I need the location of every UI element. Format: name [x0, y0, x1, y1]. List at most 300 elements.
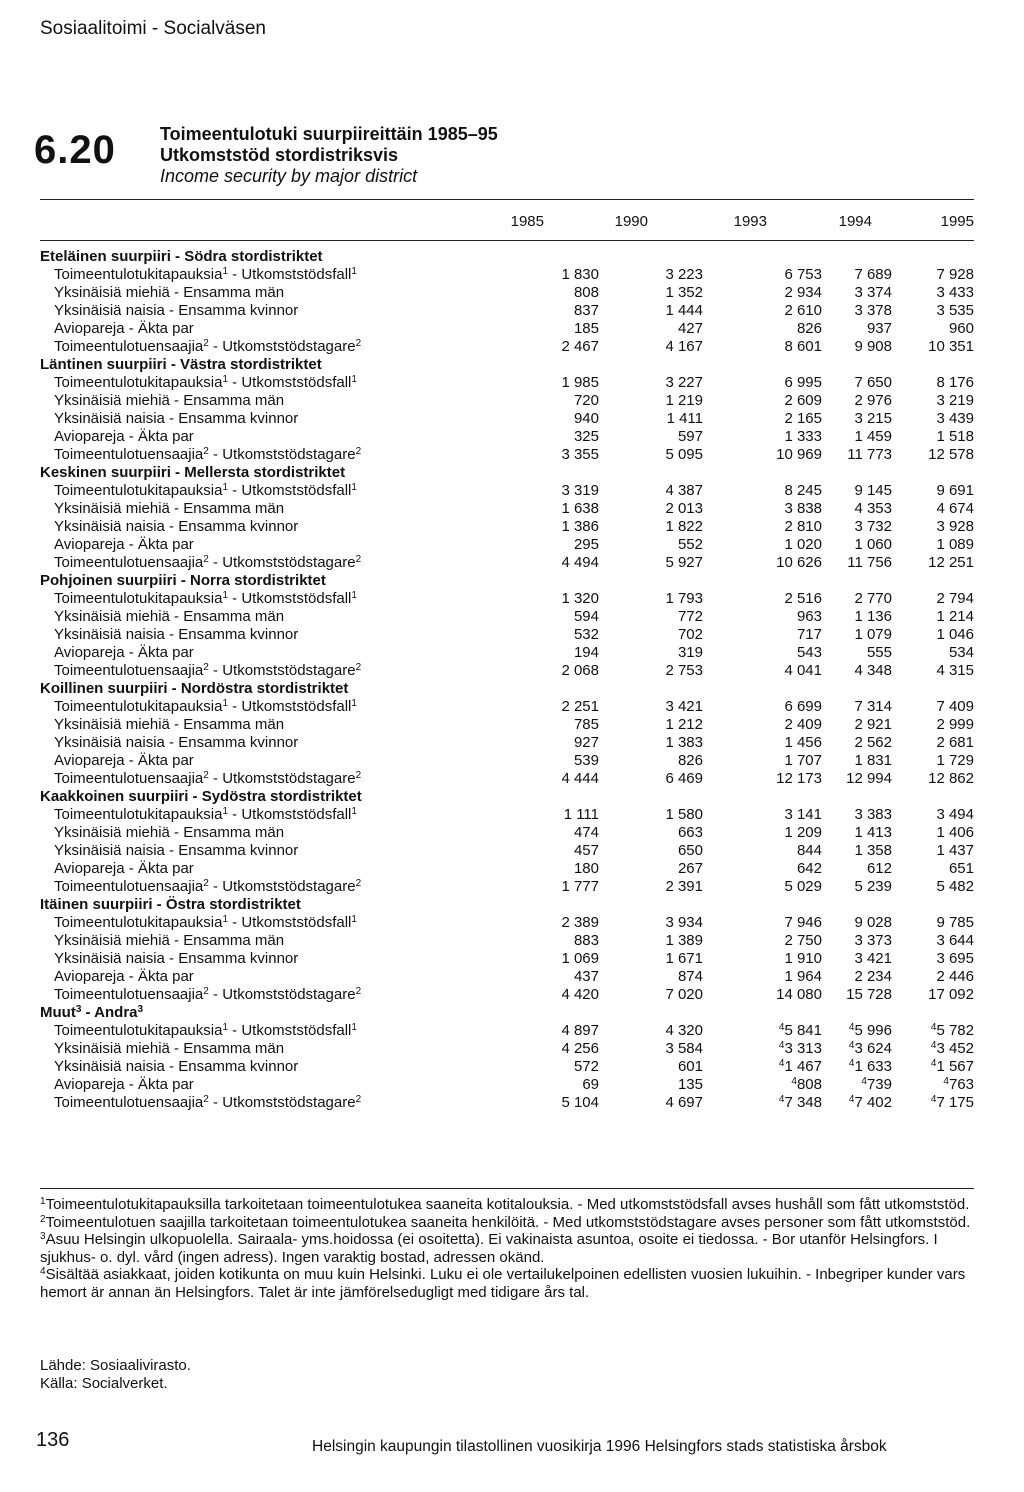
cell-1995: 3 494 [936, 806, 974, 823]
cell-1990: 3 584 [665, 1040, 703, 1057]
cell-1994: 3 374 [854, 284, 892, 301]
year-header-1985: 1985 [510, 213, 544, 230]
cell-1994: $^4$5 996 [848, 1022, 892, 1039]
cell-1995: 12 578 [928, 446, 974, 463]
table-number: 6.20 [34, 128, 116, 172]
publication-footer: Helsingin kaupungin tilastollinen vuosikirja 1996 Helsingfors stads statistiska årsbok [312, 1438, 887, 1455]
cell-1995: 8 176 [936, 374, 974, 391]
cell-1994: 12 994 [846, 770, 892, 787]
region-name: Itäinen suurpiiri - Östra stordistriktet [40, 896, 301, 913]
cell-1994: 1 831 [854, 752, 892, 769]
cell-1990: 552 [677, 536, 703, 553]
cell-1993: 543 [796, 644, 822, 661]
row-label: Toimeentulotuensaajia$^2$ - Utkomststödstagare$^2$ [54, 662, 362, 679]
cell-1995: 2 999 [936, 716, 974, 733]
table-row [40, 734, 974, 752]
cell-1993: 1 333 [784, 428, 822, 445]
cell-1994: 1 060 [854, 536, 892, 553]
source [40, 1357, 191, 1393]
header-rule [40, 240, 974, 241]
cell-1993: 642 [796, 860, 822, 877]
table-row [40, 338, 974, 356]
footnote: $^4$Sisältää asiakkaat, joiden kotikunta on muu kuin Helsinki. Luku ei ole vertailukelpoinen edellisten vuosien lukuihin. - Inbegriper kunder vars hemort är annan än Helsingfors. Talet är inte jämförelsedugligt med tidigare års tal. [40, 1266, 966, 1301]
title-english: Income security by major district [160, 166, 418, 186]
cell-1985: 1 830 [561, 266, 599, 283]
table-row [40, 518, 974, 536]
cell-1994: 1 413 [854, 824, 892, 841]
cell-1990: 1 793 [665, 590, 703, 607]
cell-1994: $^4$739 [861, 1076, 892, 1093]
row-label: Aviopareja - Äkta par [54, 644, 194, 661]
table-row [40, 392, 974, 410]
table-row [40, 608, 974, 626]
footnote: $^1$Toimeentulotukitapauksilla tarkoitetaan toimeentulotukea saaneita kotitalouksia. - Med utkomststödsfall avses hushåll som fått utkomststöd. [40, 1196, 970, 1213]
source-finnish: Lähde: Sosiaalivirasto. [40, 1357, 191, 1374]
row-label: Aviopareja - Äkta par [54, 860, 194, 877]
cell-1990: 4 697 [665, 1094, 703, 1111]
row-label: Toimeentulotukitapauksia$^1$ - Utkomststödsfall$^1$ [54, 266, 357, 283]
cell-1985: 1 111 [563, 806, 599, 823]
cell-1994: 2 562 [854, 734, 892, 751]
cell-1995: 5 482 [936, 878, 974, 895]
cell-1985: 2 068 [561, 662, 599, 679]
cell-1993: 1 707 [784, 752, 822, 769]
cell-1985: 457 [573, 842, 599, 859]
data-table [40, 248, 974, 1112]
row-label: Yksinäisiä miehiä - Ensamma män [54, 716, 285, 733]
cell-1990: 4 320 [665, 1022, 703, 1039]
footnotes [40, 1196, 974, 1301]
title-finnish: Toimeentulotuki suurpiireittäin 1985–95 [160, 124, 498, 144]
row-label: Yksinäisiä naisia - Ensamma kvinnor [54, 518, 299, 535]
cell-1985: 180 [573, 860, 599, 877]
cell-1994: 4 348 [854, 662, 892, 679]
row-label: Yksinäisiä miehiä - Ensamma män [54, 932, 285, 949]
cell-1993: 1 020 [784, 536, 822, 553]
cell-1990: 4 387 [665, 482, 703, 499]
row-label: Toimeentulotuensaajia$^2$ - Utkomststödstagare$^2$ [54, 446, 362, 463]
cell-1995: 1 089 [936, 536, 974, 553]
cell-1993: 12 173 [776, 770, 822, 787]
cell-1993: 8 601 [784, 338, 822, 355]
table-row [40, 662, 974, 680]
cell-1994: 2 770 [854, 590, 892, 607]
cell-1993: 3 838 [784, 500, 822, 517]
source-swedish: Källa: Socialverket. [40, 1375, 168, 1392]
cell-1993: $^4$7 348 [778, 1094, 822, 1111]
cell-1995: 7 928 [936, 266, 974, 283]
region-heading [40, 356, 974, 374]
cell-1995: 960 [948, 320, 974, 337]
cell-1994: 11 756 [847, 554, 892, 571]
region-name: Keskinen suurpiiri - Mellersta stordistriktet [40, 464, 346, 481]
table-row [40, 1058, 974, 1076]
cell-1985: 4 897 [561, 1022, 599, 1039]
row-label: Yksinäisiä miehiä - Ensamma män [54, 608, 285, 625]
cell-1994: 612 [866, 860, 892, 877]
row-label: Aviopareja - Äkta par [54, 536, 194, 553]
region-name: Kaakkoinen suurpiiri - Sydöstra stordistriktet [40, 788, 362, 805]
cell-1993: $^4$5 841 [778, 1022, 822, 1039]
cell-1985: 2 251 [561, 698, 599, 715]
cell-1985: 3 319 [561, 482, 599, 499]
cell-1990: 267 [677, 860, 703, 877]
table-row [40, 878, 974, 896]
cell-1985: 2 467 [561, 338, 599, 355]
cell-1994: 15 728 [846, 986, 892, 1003]
table-row [40, 500, 974, 518]
running-head: Sosiaalitoimi - Socialväsen [40, 18, 266, 39]
cell-1990: 1 822 [665, 518, 703, 535]
region-heading [40, 248, 974, 266]
cell-1993: 8 245 [784, 482, 822, 499]
region-heading [40, 464, 974, 482]
cell-1985: 295 [573, 536, 599, 553]
cell-1985: 1 386 [561, 518, 599, 535]
cell-1985: 3 355 [561, 446, 599, 463]
page-number: 136 [36, 1429, 70, 1451]
row-label: Yksinäisiä miehiä - Ensamma män [54, 392, 285, 409]
cell-1995: $^4$5 782 [930, 1022, 974, 1039]
cell-1995: 12 251 [928, 554, 974, 571]
table-row [40, 554, 974, 572]
year-header-1993: 1993 [733, 213, 767, 230]
year-header-1990: 1990 [614, 213, 648, 230]
table-row [40, 1022, 974, 1040]
cell-1993: 5 029 [784, 878, 822, 895]
row-label: Toimeentulotuensaajia$^2$ - Utkomststödstagare$^2$ [54, 1094, 362, 1111]
cell-1985: 437 [573, 968, 599, 985]
row-label: Yksinäisiä miehiä - Ensamma män [54, 284, 285, 301]
cell-1993: $^4$3 313 [778, 1040, 822, 1057]
cell-1993: 2 409 [784, 716, 822, 733]
cell-1995: 12 862 [928, 770, 974, 787]
cell-1990: 663 [677, 824, 703, 841]
table-row [40, 284, 974, 302]
cell-1994: 1 136 [854, 608, 892, 625]
table-row [40, 410, 974, 428]
cell-1995: 3 439 [936, 410, 974, 427]
table-row [40, 1040, 974, 1058]
cell-1990: 7 020 [665, 986, 703, 1003]
cell-1995: 1 518 [936, 428, 974, 445]
table-row [40, 716, 974, 734]
cell-1995: 4 674 [936, 500, 974, 517]
cell-1985: 185 [573, 320, 599, 337]
cell-1995: 9 785 [936, 914, 974, 931]
cell-1993: 3 141 [784, 806, 822, 823]
cell-1993: 4 041 [784, 662, 822, 679]
table-row [40, 950, 974, 968]
cell-1995: 7 409 [936, 698, 974, 715]
table-row [40, 266, 974, 284]
table-row [40, 536, 974, 554]
table-row [40, 320, 974, 338]
cell-1990: 826 [677, 752, 703, 769]
cell-1985: 1 069 [561, 950, 599, 967]
cell-1985: 883 [573, 932, 599, 949]
cell-1994: 2 976 [854, 392, 892, 409]
cell-1995: 17 092 [928, 986, 974, 1003]
cell-1995: 534 [948, 644, 974, 661]
cell-1985: 837 [573, 302, 599, 319]
cell-1993: 6 753 [784, 266, 822, 283]
table-row [40, 1076, 974, 1094]
table-row [40, 770, 974, 788]
cell-1990: 3 934 [665, 914, 703, 931]
cell-1993: 1 209 [784, 824, 822, 841]
year-header-1995: 1995 [940, 213, 974, 230]
cell-1990: 319 [677, 644, 703, 661]
cell-1985: 940 [573, 410, 599, 427]
row-label: Yksinäisiä miehiä - Ensamma män [54, 824, 285, 841]
cell-1995: 1 437 [936, 842, 974, 859]
row-label: Yksinäisiä miehiä - Ensamma män [54, 1040, 285, 1057]
cell-1993: 14 080 [776, 986, 822, 1003]
cell-1985: 539 [573, 752, 599, 769]
table-row [40, 968, 974, 986]
cell-1995: $^4$763 [943, 1076, 974, 1093]
cell-1990: 874 [677, 968, 703, 985]
table-row [40, 626, 974, 644]
cell-1985: 1 777 [561, 878, 599, 895]
row-label: Yksinäisiä naisia - Ensamma kvinnor [54, 1058, 299, 1075]
cell-1993: 2 750 [784, 932, 822, 949]
cell-1990: 1 389 [665, 932, 703, 949]
footnote: $^3$Asuu Helsingin ulkopuolella. Sairaala- yms.hoidossa (ei osoitetta). Ei vakinaista asuntoa, osoite ei tiedossa. - Bor utanför Helsingfors. I sjukhus- o. dyl. vård (ingen adress). Ingen varaktig bostad, adressen okänd. [40, 1231, 938, 1266]
cell-1995: 2 446 [936, 968, 974, 985]
cell-1994: 7 650 [854, 374, 892, 391]
table-row [40, 806, 974, 824]
cell-1994: 3 378 [854, 302, 892, 319]
cell-1994: 3 421 [854, 950, 892, 967]
cell-1985: 1 320 [561, 590, 599, 607]
table-row [40, 842, 974, 860]
cell-1985: 594 [573, 608, 599, 625]
cell-1985: 4 420 [561, 986, 599, 1003]
cell-1993: 2 165 [784, 410, 822, 427]
cell-1994: 3 373 [854, 932, 892, 949]
row-label: Toimeentulotukitapauksia$^1$ - Utkomststödsfall$^1$ [54, 698, 357, 715]
region-heading [40, 896, 974, 914]
cell-1985: 69 [582, 1076, 599, 1093]
cell-1994: 937 [866, 320, 892, 337]
table-title [160, 124, 498, 187]
cell-1993: $^4$1 467 [778, 1058, 822, 1075]
cell-1985: 572 [573, 1058, 599, 1075]
region-heading [40, 572, 974, 590]
cell-1993: 2 516 [784, 590, 822, 607]
cell-1994: 9 028 [854, 914, 892, 931]
row-label: Toimeentulotuensaajia$^2$ - Utkomststödstagare$^2$ [54, 878, 362, 895]
cell-1995: 3 433 [936, 284, 974, 301]
cell-1995: 10 351 [928, 338, 974, 355]
cell-1995: 9 691 [936, 482, 974, 499]
row-label: Yksinäisiä naisia - Ensamma kvinnor [54, 626, 299, 643]
region-heading [40, 1004, 974, 1022]
cell-1993: 1 910 [784, 950, 822, 967]
row-label: Toimeentulotuensaajia$^2$ - Utkomststödstagare$^2$ [54, 338, 362, 355]
cell-1990: 2 013 [665, 500, 703, 517]
table-row [40, 824, 974, 842]
cell-1994: 4 353 [854, 500, 892, 517]
title-swedish: Utkomststöd stordistriksvis [160, 145, 399, 165]
cell-1985: 720 [573, 392, 599, 409]
cell-1994: 3 732 [854, 518, 892, 535]
cell-1990: 1 671 [665, 950, 703, 967]
table-row [40, 428, 974, 446]
cell-1985: 808 [573, 284, 599, 301]
cell-1994: 2 234 [854, 968, 892, 985]
cell-1995: 3 695 [936, 950, 974, 967]
cell-1995: $^4$1 567 [930, 1058, 974, 1075]
region-name: Läntinen suurpiiri - Västra stordistriktet [40, 356, 322, 373]
row-label: Aviopareja - Äkta par [54, 428, 194, 445]
region-name: Koillinen suurpiiri - Nordöstra stordistriktet [40, 680, 349, 697]
cell-1985: 4 256 [561, 1040, 599, 1057]
cell-1993: 2 934 [784, 284, 822, 301]
cell-1990: 135 [677, 1076, 703, 1093]
cell-1994: 11 773 [847, 446, 892, 463]
table-row [40, 914, 974, 932]
cell-1990: 601 [677, 1058, 703, 1075]
table-row [40, 752, 974, 770]
top-rule [40, 199, 974, 200]
cell-1990: 5 927 [665, 554, 703, 571]
cell-1990: 1 383 [665, 734, 703, 751]
cell-1985: 1 985 [561, 374, 599, 391]
table-row [40, 482, 974, 500]
cell-1990: 1 352 [665, 284, 703, 301]
cell-1990: 2 753 [665, 662, 703, 679]
table-row [40, 932, 974, 950]
row-label: Aviopareja - Äkta par [54, 1076, 194, 1093]
cell-1994: 555 [866, 644, 892, 661]
cell-1993: 6 699 [784, 698, 822, 715]
cell-1993: 844 [796, 842, 822, 859]
cell-1995: 1 214 [936, 608, 974, 625]
row-label: Yksinäisiä naisia - Ensamma kvinnor [54, 302, 299, 319]
cell-1994: 7 314 [854, 698, 892, 715]
cell-1990: 597 [677, 428, 703, 445]
cell-1985: 194 [573, 644, 599, 661]
footnote: $^2$Toimeentulotuen saajilla tarkoitetaan toimeentulotukea saaneita henkilöitä. - Med utkomststödstagare avses personer som fått utkomststöd. [40, 1213, 971, 1231]
row-label: Toimeentulotukitapauksia$^1$ - Utkomststödsfall$^1$ [54, 914, 357, 931]
cell-1994: $^4$3 624 [848, 1040, 892, 1057]
cell-1985: 5 104 [561, 1094, 599, 1111]
cell-1994: $^4$7 402 [848, 1094, 892, 1111]
row-label: Aviopareja - Äkta par [54, 968, 194, 985]
cell-1995: 3 535 [936, 302, 974, 319]
region-name: Muut$^3$ - Andra$^3$ [40, 1004, 144, 1021]
row-label: Toimeentulotuensaajia$^2$ - Utkomststödstagare$^2$ [54, 986, 362, 1003]
cell-1994: 2 921 [854, 716, 892, 733]
row-label: Yksinäisiä naisia - Ensamma kvinnor [54, 842, 299, 859]
cell-1995: 3 644 [936, 932, 974, 949]
cell-1994: $^4$1 633 [848, 1058, 892, 1075]
cell-1990: 6 469 [665, 770, 703, 787]
table-row [40, 644, 974, 662]
row-label: Aviopareja - Äkta par [54, 320, 194, 337]
table-row [40, 1094, 974, 1112]
table-row [40, 446, 974, 464]
region-name: Pohjoinen suurpiiri - Norra stordistriktet [40, 572, 326, 589]
row-label: Aviopareja - Äkta par [54, 752, 194, 769]
cell-1990: 3 223 [665, 266, 703, 283]
cell-1990: 427 [677, 320, 703, 337]
row-label: Toimeentulotukitapauksia$^1$ - Utkomststödsfall$^1$ [54, 590, 357, 607]
cell-1995: 2 681 [936, 734, 974, 751]
cell-1985: 4 494 [561, 554, 599, 571]
row-label: Toimeentulotuensaajia$^2$ - Utkomststödstagare$^2$ [54, 770, 362, 787]
table-row [40, 590, 974, 608]
row-label: Yksinäisiä miehiä - Ensamma män [54, 500, 285, 517]
cell-1990: 4 167 [665, 338, 703, 355]
cell-1994: 3 383 [854, 806, 892, 823]
cell-1995: 3 219 [936, 392, 974, 409]
cell-1985: 474 [573, 824, 599, 841]
row-label: Toimeentulotukitapauksia$^1$ - Utkomststödsfall$^1$ [54, 806, 357, 823]
table-row [40, 698, 974, 716]
cell-1994: 1 358 [854, 842, 892, 859]
cell-1995: 2 794 [936, 590, 974, 607]
cell-1995: $^4$7 175 [930, 1094, 974, 1111]
row-label: Toimeentulotukitapauksia$^1$ - Utkomststödsfall$^1$ [54, 482, 357, 499]
cell-1995: 3 928 [936, 518, 974, 535]
region-name: Eteläinen suurpiiri - Södra stordistriktet [40, 248, 323, 265]
cell-1995: 1 729 [936, 752, 974, 769]
row-label: Yksinäisiä naisia - Ensamma kvinnor [54, 950, 299, 967]
cell-1994: 7 689 [854, 266, 892, 283]
cell-1990: 5 095 [665, 446, 703, 463]
row-label: Toimeentulotukitapauksia$^1$ - Utkomststödsfall$^1$ [54, 1022, 357, 1039]
cell-1994: 5 239 [854, 878, 892, 895]
cell-1993: 2 610 [784, 302, 822, 319]
cell-1990: 1 219 [665, 392, 703, 409]
region-heading [40, 788, 974, 806]
cell-1995: $^4$3 452 [930, 1040, 974, 1057]
row-label: Yksinäisiä naisia - Ensamma kvinnor [54, 410, 299, 427]
cell-1995: 1 046 [936, 626, 974, 643]
cell-1985: 532 [573, 626, 599, 643]
cell-1995: 1 406 [936, 824, 974, 841]
cell-1990: 772 [677, 608, 703, 625]
cell-1990: 2 391 [665, 878, 703, 895]
cell-1993: 1 964 [784, 968, 822, 985]
cell-1985: 4 444 [561, 770, 599, 787]
table-row [40, 302, 974, 320]
table-row [40, 986, 974, 1004]
cell-1994: 9 145 [854, 482, 892, 499]
cell-1990: 650 [677, 842, 703, 859]
cell-1994: 3 215 [854, 410, 892, 427]
cell-1993: 2 810 [784, 518, 822, 535]
cell-1985: 1 638 [561, 500, 599, 517]
cell-1985: 2 389 [561, 914, 599, 931]
row-label: Toimeentulotuensaajia$^2$ - Utkomststödstagare$^2$ [54, 554, 362, 571]
row-label: Toimeentulotukitapauksia$^1$ - Utkomststödsfall$^1$ [54, 374, 357, 391]
cell-1990: 1 411 [666, 410, 703, 427]
cell-1994: 1 459 [854, 428, 892, 445]
cell-1985: 785 [573, 716, 599, 733]
cell-1993: $^4$808 [791, 1076, 822, 1093]
cell-1993: 2 609 [784, 392, 822, 409]
cell-1993: 7 946 [784, 914, 822, 931]
cell-1994: 9 908 [854, 338, 892, 355]
cell-1993: 717 [796, 626, 822, 643]
table-row [40, 374, 974, 392]
cell-1994: 1 079 [854, 626, 892, 643]
